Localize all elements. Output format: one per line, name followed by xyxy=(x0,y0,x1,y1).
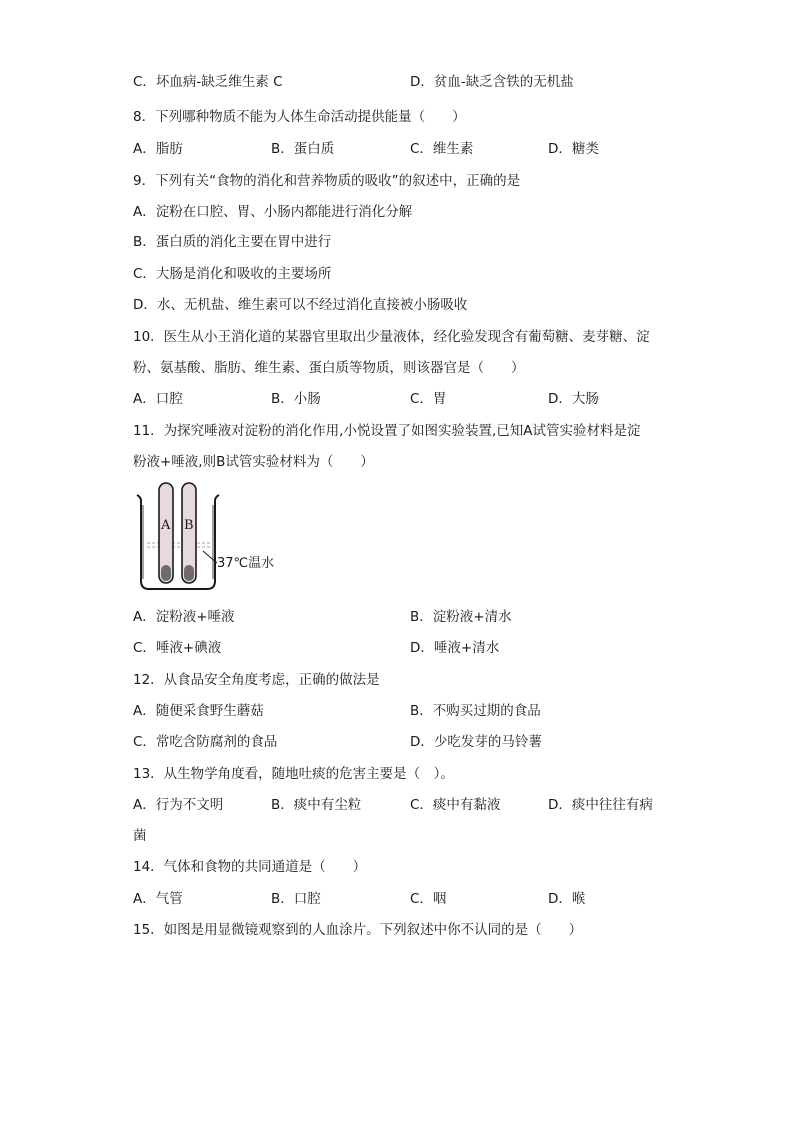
q13-stem: 13．从生物学角度看，随地吐痰的危害主要是（ ）。 xyxy=(133,766,454,782)
q14-stem: 14．气体和食物的共同通道是（ ） xyxy=(133,859,367,875)
q7-option-d: D．贫血-缺乏含铁的无机盐 xyxy=(410,74,574,90)
q8-option-b: B．蛋白质 xyxy=(271,141,335,157)
q13-option-d-wrap: 菌 xyxy=(133,828,147,844)
q13-option-d: D．痰中往往有病 xyxy=(548,797,653,813)
q12-option-c: C．常吃含防腐剂的食品 xyxy=(133,734,278,750)
q14-option-d: D．喉 xyxy=(548,891,586,907)
q12-option-d: D．少吃发芽的马铃薯 xyxy=(410,734,542,750)
q9-option-b: B．蛋白质的消化主要在胃中进行 xyxy=(133,234,332,250)
q14-option-b: B．口腔 xyxy=(271,891,321,907)
q10-option-a: A．口腔 xyxy=(133,391,183,407)
q11-stem-line1: 11．为探究唾液对淀粉的消化作用,小悦设置了如图实验装置,已知A试管实验材料是淀 xyxy=(133,423,641,439)
q14-option-a: A．气管 xyxy=(133,891,183,907)
q9-option-d: D．水、无机盐、维生素可以不经过消化直接被小肠吸收 xyxy=(133,297,468,313)
q7-option-c: C．坏血病-缺乏维生素 C xyxy=(133,74,283,90)
q13-option-c: C．痰中有黏液 xyxy=(410,797,501,813)
q11-option-b: B．淀粉液+清水 xyxy=(410,609,512,625)
q15-stem: 15．如图是用显微镜观察到的人血涂片。下列叙述中你不认同的是（ ） xyxy=(133,922,583,938)
q12-option-a: A．随便采食野生蘑菇 xyxy=(133,703,264,719)
q13-option-b: B．痰中有尘粒 xyxy=(271,797,362,813)
q8-option-c: C．维生素 xyxy=(410,141,474,157)
q9-option-c: C．大肠是消化和吸收的主要场所 xyxy=(133,266,332,282)
q11-option-d: D．唾液+清水 xyxy=(410,640,500,656)
q10-option-b: B．小肠 xyxy=(271,391,321,407)
q8-option-d: D．糖类 xyxy=(548,141,599,157)
test-tube-a xyxy=(159,483,173,583)
tube-label-b: B xyxy=(184,518,194,533)
q10-stem-line1: 10．医生从小王消化道的某器官里取出少量液体，经化验发现含有葡萄糖、麦芽糖、淀 xyxy=(133,329,650,345)
q9-stem: 9．下列有关“食物的消化和营养物质的吸收”的叙述中，正确的是 xyxy=(133,173,521,189)
q8-stem: 8．下列哪种物质不能为人体生命活动提供能量（ ） xyxy=(133,109,466,125)
q14-option-c: C．咽 xyxy=(410,891,447,907)
q10-stem-line2: 粉、氨基酸、脂肪、维生素、蛋白质等物质，则该器官是（ ） xyxy=(133,360,525,376)
tube-label-a: A xyxy=(161,518,171,533)
q11-option-a: A．淀粉液+唾液 xyxy=(133,609,235,625)
test-tube-beaker-figure xyxy=(133,481,293,593)
water-surface xyxy=(147,543,211,547)
q12-stem: 12．从食品安全角度考虑，正确的做法是 xyxy=(133,672,380,688)
q9-option-a: A．淀粉在口腔、胃、小肠内都能进行消化分解 xyxy=(133,204,413,220)
q12-option-b: B．不购买过期的食品 xyxy=(410,703,541,719)
water-temperature-label: 37℃温水 xyxy=(217,556,275,571)
q10-option-d: D．大肠 xyxy=(548,391,599,407)
q11-option-c: C．唾液+碘液 xyxy=(133,640,222,656)
q8-option-a: A．脂肪 xyxy=(133,141,183,157)
q10-option-c: C．胃 xyxy=(410,391,447,407)
q13-option-a: A．行为不文明 xyxy=(133,797,224,813)
test-tube-b xyxy=(182,483,196,583)
beaker xyxy=(137,495,219,589)
q11-stem-line2: 粉液+唾液,则B试管实验材料为（ ） xyxy=(133,454,374,470)
